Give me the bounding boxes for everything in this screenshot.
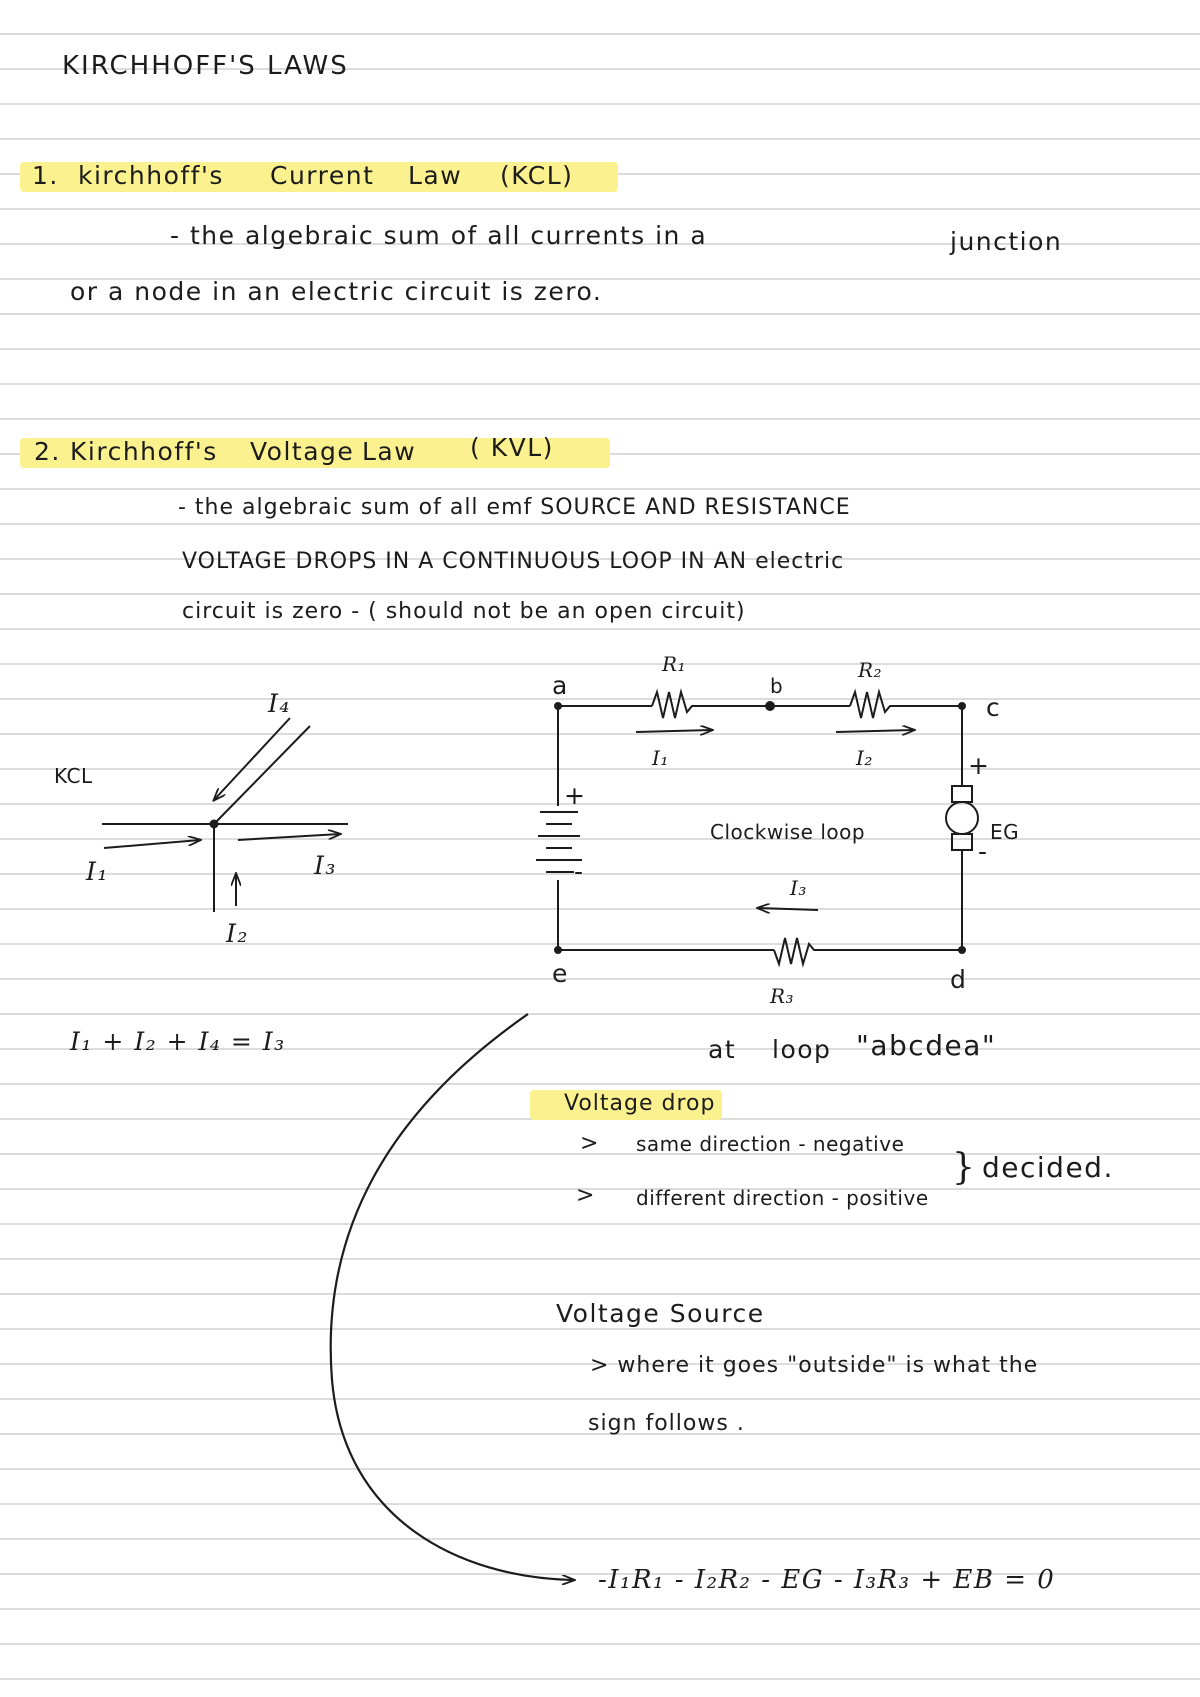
kvl-heading-name: Kirchhoff's [70, 437, 218, 466]
circuit-node-a: a [552, 671, 569, 700]
kvl-heading-number: 2. [34, 437, 61, 466]
resistor-r1 [652, 692, 698, 718]
kvl-heading-voltage: Voltage [250, 437, 355, 466]
final-equation: -I₁R₁ - I₂R₂ - EG - I₃R₃ + EB = 0 [598, 1565, 1056, 1595]
circuit-label-r2: R₂ [858, 658, 883, 682]
kcl-definition-line1: - the algebraic sum of all currents in a [170, 221, 708, 250]
generator-brush-top [952, 786, 972, 802]
circuit-label-r3: R₃ [770, 984, 795, 1008]
voltage-drop-rule1-bullet: > [580, 1131, 600, 1156]
kcl-definition-line2: or a node in an electric circuit is zero. [70, 277, 603, 306]
battery-plus-sign: + [564, 781, 587, 810]
kcl-junction-node [211, 821, 218, 828]
voltage-drop-rule2-text: different direction - positive [636, 1186, 929, 1210]
kcl-heading-current: Current [270, 161, 375, 190]
kcl-label-i2: I₂ [226, 919, 249, 948]
loop-note-loop: loop [772, 1035, 832, 1064]
loop-direction-label: Clockwise loop [710, 820, 866, 844]
circuit-label-r1: R₁ [662, 652, 687, 676]
circuit-label-i3: I₃ [790, 876, 807, 900]
generator-brush-bottom [952, 834, 972, 850]
loop-note-at: at [708, 1035, 737, 1064]
voltage-drop-rule1-text: same direction - negative [636, 1132, 905, 1156]
generator-minus-sign: - [978, 837, 989, 866]
circuit-node-d: d [950, 965, 968, 994]
kcl-heading-law: Law [408, 161, 463, 190]
voltage-source-line1: > where it goes "outside" is what the [590, 1353, 1039, 1378]
voltage-drop-brace: } [952, 1147, 977, 1188]
circuit-label-i2: I₂ [856, 746, 873, 770]
kcl-definition-junction: junction [950, 227, 1063, 256]
generator-symbol [946, 802, 978, 834]
arrow-i1 [636, 730, 712, 732]
voltage-drop-rule2-bullet: > [576, 1183, 596, 1208]
arrow-i2 [836, 730, 914, 732]
kcl-arrow-i1 [104, 840, 200, 848]
kcl-junction-diagram [102, 718, 348, 912]
voltage-source-heading: Voltage Source [556, 1299, 765, 1328]
kvl-definition-line1: - the algebraic sum of all emf SOURCE AND RESISTANCE [178, 495, 851, 520]
kcl-label-i3: I₃ [314, 851, 337, 880]
voltage-drop-decided: decided. [982, 1151, 1114, 1184]
kcl-heading-name: kirchhoff's [78, 161, 224, 190]
kcl-heading-abbr: (KCL) [500, 161, 574, 190]
resistor-r2 [850, 692, 896, 718]
generator-label: EG [990, 820, 1020, 844]
kcl-heading-number: 1. [32, 161, 59, 190]
kvl-definition-line2: VOLTAGE DROPS IN A CONTINUOUS LOOP IN AN electric [182, 549, 845, 574]
kcl-diagonal-wire [214, 726, 310, 824]
kvl-definition-line3: circuit is zero - ( should not be an open circuit) [182, 599, 746, 624]
node-a-dot [555, 703, 561, 709]
circuit-label-i1: I₁ [652, 746, 669, 770]
kvl-heading-abbr: ( KVL) [470, 433, 554, 462]
kcl-arrow-i3 [238, 834, 340, 840]
kcl-label-i4: I₄ [268, 689, 291, 718]
kcl-label-i1: I₁ [86, 857, 109, 886]
voltage-source-line2: sign follows . [588, 1411, 745, 1436]
circuit-node-b: b [770, 674, 784, 698]
voltage-drop-heading: Voltage drop [564, 1091, 716, 1116]
kvl-heading-law: Law [362, 437, 417, 466]
resistor-r3 [774, 938, 820, 964]
generator-plus-sign: + [968, 751, 991, 780]
kcl-label: KCL [54, 764, 93, 788]
loop-note-name: "abcdea" [856, 1029, 997, 1062]
circuit-node-e: e [552, 959, 569, 988]
circuit-node-c: c [986, 693, 1002, 722]
kcl-equation: I₁ + I₂ + I₄ = I₃ [70, 1027, 286, 1056]
page-title: KIRCHHOFF'S LAWS [62, 51, 349, 81]
arrow-i3 [758, 908, 818, 910]
battery-minus-sign: - [574, 857, 585, 886]
